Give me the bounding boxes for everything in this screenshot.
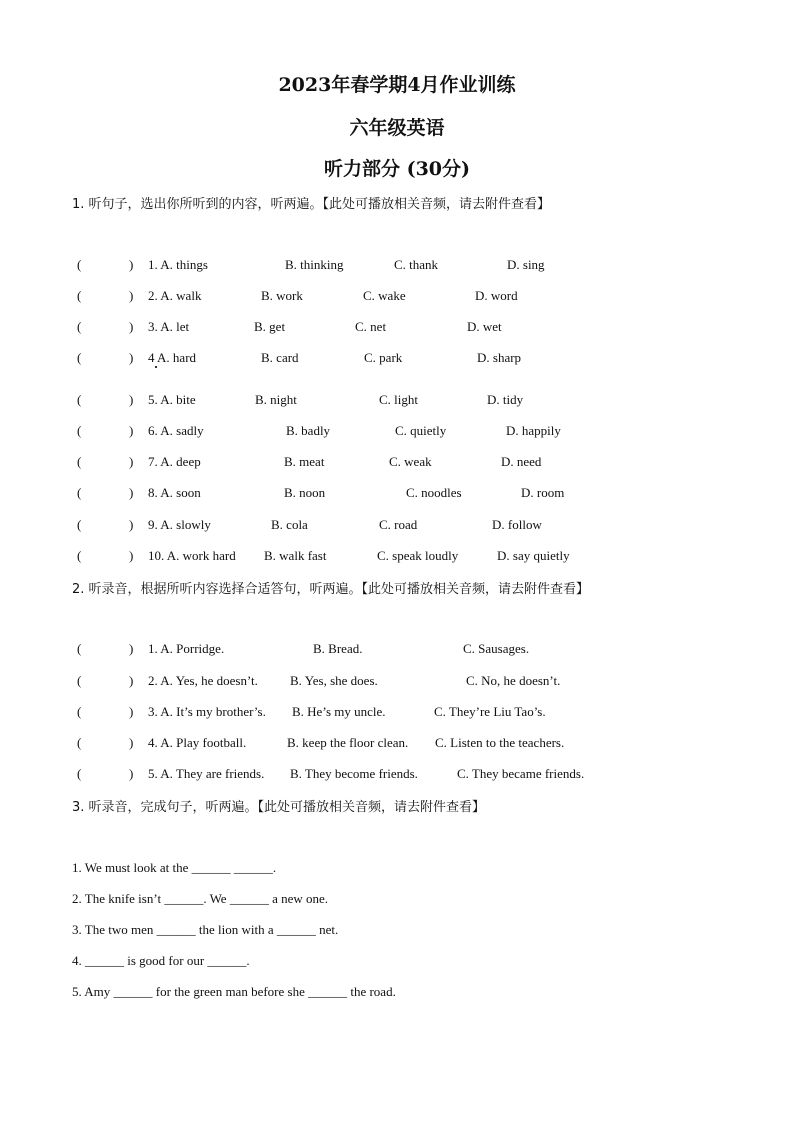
part2-question bbox=[0, 735, 794, 753]
option-b: B. get bbox=[254, 319, 286, 334]
option-c: C. quietly bbox=[395, 423, 447, 438]
option-c: C. light bbox=[379, 392, 419, 407]
answer-paren-left: ( bbox=[77, 454, 82, 469]
answer-paren-left: ( bbox=[77, 548, 82, 563]
part2-question bbox=[0, 766, 794, 784]
option-d: D. sing bbox=[507, 257, 545, 272]
part2-instruction: 2. 听录音，根据所听内容选择合适答句，听两遍。【此处可播放相关音频，请去附件查看】 bbox=[72, 582, 590, 597]
option-d: D. tidy bbox=[487, 392, 524, 407]
answer-paren-left: ( bbox=[77, 319, 82, 334]
part2-question bbox=[0, 704, 794, 722]
option-d: D. need bbox=[501, 454, 542, 469]
option-b: B. thinking bbox=[285, 257, 344, 272]
fill-in-sentence: 2. The knife isn’t ______. We ______ a new one. bbox=[72, 891, 329, 906]
worksheet-title: 2023年春学期4月作业训练 bbox=[278, 74, 516, 96]
answer-paren-left: ( bbox=[77, 288, 82, 303]
option-d: D. happily bbox=[506, 423, 561, 438]
option-b: B. work bbox=[261, 288, 303, 303]
part1-question bbox=[0, 548, 794, 566]
option-a: 4 A. hard bbox=[148, 350, 197, 365]
option-d: D. wet bbox=[467, 319, 502, 334]
answer-paren-left: ( bbox=[77, 704, 82, 719]
grade-subject-title: 六年级英语 bbox=[349, 117, 445, 139]
answer-paren-right: ) bbox=[129, 319, 134, 334]
option-d: D. say quietly bbox=[497, 548, 570, 563]
answer-paren-right: ) bbox=[129, 288, 134, 303]
fill-in-sentence: 4. ______ is good for our ______. bbox=[72, 953, 250, 968]
option-b: B. Bread. bbox=[313, 641, 363, 656]
option-b: B. cola bbox=[271, 517, 308, 532]
option-a: 3. A. let bbox=[148, 319, 190, 334]
option-a: 8. A. soon bbox=[148, 485, 201, 500]
answer-paren-right: ) bbox=[129, 454, 134, 469]
option-b: B. noon bbox=[284, 485, 326, 500]
answer-paren-left: ( bbox=[77, 392, 82, 407]
answer-paren-right: ) bbox=[129, 735, 134, 750]
part2-question bbox=[0, 641, 794, 659]
option-b: B. He’s my uncle. bbox=[292, 704, 386, 719]
section-title: 听力部分 (30分) bbox=[323, 158, 471, 180]
option-c: C. No, he doesn’t. bbox=[466, 673, 561, 688]
answer-paren-right: ) bbox=[129, 766, 134, 781]
part1-question bbox=[0, 454, 794, 472]
option-c: C. thank bbox=[394, 257, 439, 272]
answer-paren-right: ) bbox=[129, 485, 134, 500]
answer-paren-right: ) bbox=[129, 392, 134, 407]
option-a: 1. A. things bbox=[148, 257, 208, 272]
option-a: 4. A. Play football. bbox=[148, 735, 247, 750]
answer-paren-left: ( bbox=[77, 423, 82, 438]
answer-paren-left: ( bbox=[77, 517, 82, 532]
answer-paren-right: ) bbox=[129, 641, 134, 656]
option-d: D. follow bbox=[492, 517, 542, 532]
option-a: 2. A. Yes, he doesn’t. bbox=[148, 673, 258, 688]
option-c: C. Sausages. bbox=[463, 641, 530, 656]
option-a: 5. A. bite bbox=[148, 392, 196, 407]
part3-instruction: 3. 听录音，完成句子，听两遍。【此处可播放相关音频，请去附件查看】 bbox=[72, 800, 486, 815]
option-b: B. card bbox=[261, 350, 299, 365]
answer-paren-right: ) bbox=[129, 704, 134, 719]
answer-paren-right: ) bbox=[129, 423, 134, 438]
fill-in-sentence: 3. The two men ______ the lion with a ______ net. bbox=[72, 922, 339, 937]
option-a: 3. A. It’s my brother’s. bbox=[148, 704, 266, 719]
part1-question bbox=[0, 485, 794, 503]
option-c: C. net bbox=[355, 319, 387, 334]
part1-question bbox=[0, 288, 794, 306]
option-c: C. Listen to the teachers. bbox=[435, 735, 565, 750]
option-a: 2. A. walk bbox=[148, 288, 202, 303]
option-a: 6. A. sadly bbox=[148, 423, 204, 438]
option-c: C. weak bbox=[389, 454, 432, 469]
part1-question bbox=[0, 319, 794, 337]
option-a: 5. A. They are friends. bbox=[148, 766, 265, 781]
option-b: B. badly bbox=[286, 423, 331, 438]
part1-instruction: 1. 听句子，选出你所听到的内容，听两遍。【此处可播放相关音频，请去附件查看】 bbox=[72, 197, 551, 212]
part2-question bbox=[0, 673, 794, 691]
part1-question bbox=[0, 423, 794, 441]
answer-paren-left: ( bbox=[77, 766, 82, 781]
option-a: 7. A. deep bbox=[148, 454, 201, 469]
option-d: D. room bbox=[521, 485, 565, 500]
answer-paren-right: ) bbox=[129, 350, 134, 365]
option-b: B. meat bbox=[284, 454, 325, 469]
option-a: 1. A. Porridge. bbox=[148, 641, 225, 656]
fill-in-sentence: 5. Amy ______ for the green man before she ______ the road. bbox=[72, 984, 396, 999]
option-c: C. They’re Liu Tao’s. bbox=[434, 704, 546, 719]
answer-paren-left: ( bbox=[77, 673, 82, 688]
option-c: C. speak loudly bbox=[377, 548, 459, 563]
option-b: B. Yes, she does. bbox=[290, 673, 378, 688]
answer-paren-right: ) bbox=[129, 517, 134, 532]
option-c: C. road bbox=[379, 517, 418, 532]
option-c: C. They became friends. bbox=[457, 766, 585, 781]
part1-question bbox=[0, 392, 794, 410]
part1-question bbox=[0, 257, 794, 275]
answer-paren-left: ( bbox=[77, 735, 82, 750]
part1-question bbox=[0, 517, 794, 535]
option-a: 9. A. slowly bbox=[148, 517, 211, 532]
option-b: B. walk fast bbox=[264, 548, 327, 563]
option-c: C. wake bbox=[363, 288, 406, 303]
fill-in-sentence: 1. We must look at the ______ ______. bbox=[72, 860, 277, 875]
answer-paren-right: ) bbox=[129, 257, 134, 272]
stray-dot bbox=[155, 366, 157, 368]
option-b: B. keep the floor clean. bbox=[287, 735, 409, 750]
option-b: B. They become friends. bbox=[290, 766, 418, 781]
option-c: C. park bbox=[364, 350, 403, 365]
option-c: C. noodles bbox=[406, 485, 462, 500]
option-d: D. word bbox=[475, 288, 518, 303]
answer-paren-left: ( bbox=[77, 485, 82, 500]
answer-paren-left: ( bbox=[77, 350, 82, 365]
part1-question bbox=[0, 350, 794, 368]
answer-paren-left: ( bbox=[77, 257, 82, 272]
answer-paren-right: ) bbox=[129, 548, 134, 563]
option-d: D. sharp bbox=[477, 350, 522, 365]
answer-paren-left: ( bbox=[77, 641, 82, 656]
answer-paren-right: ) bbox=[129, 673, 134, 688]
option-a: 10. A. work hard bbox=[148, 548, 236, 563]
option-b: B. night bbox=[255, 392, 297, 407]
